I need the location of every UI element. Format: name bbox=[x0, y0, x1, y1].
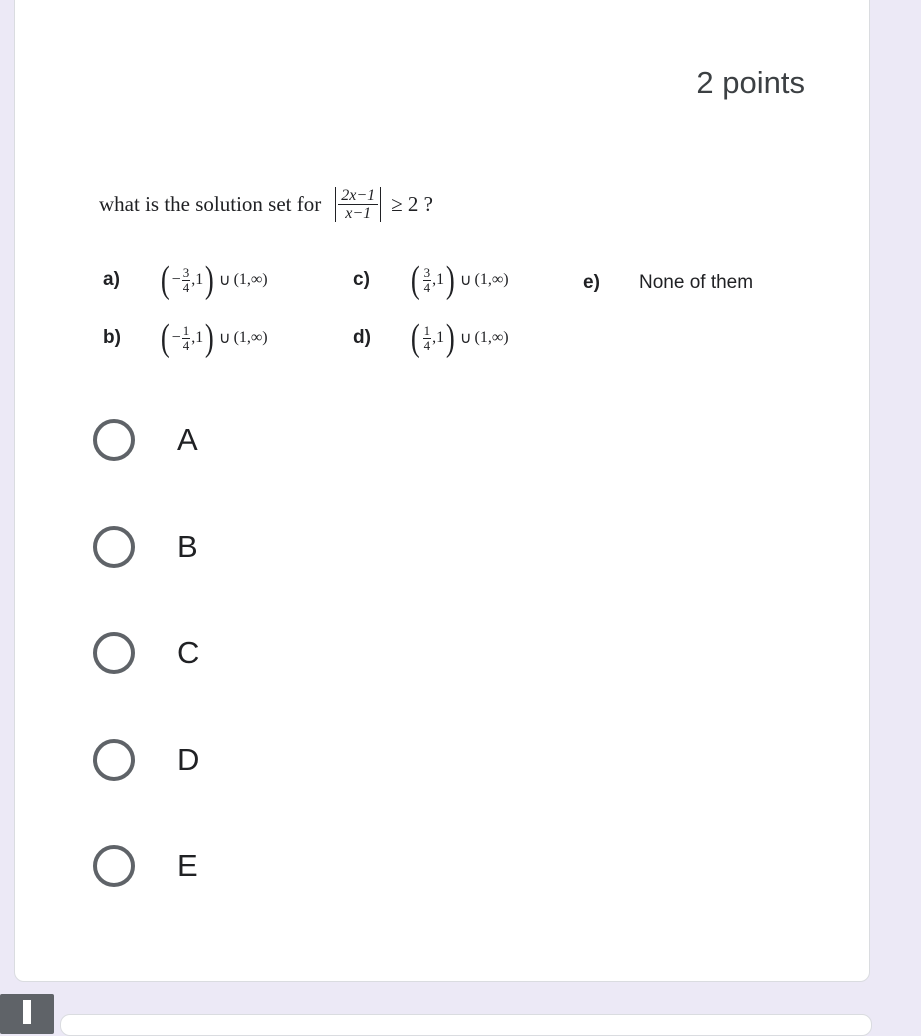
points-label: 2 points bbox=[696, 65, 805, 100]
radio-button-icon[interactable] bbox=[93, 419, 135, 461]
option-label: D bbox=[177, 742, 200, 777]
option-label: A bbox=[177, 422, 198, 457]
option-label: B bbox=[177, 529, 198, 564]
radio-button-icon[interactable] bbox=[93, 845, 135, 887]
choice-letter: d) bbox=[353, 327, 371, 348]
next-question-card bbox=[60, 1014, 872, 1036]
question-text bbox=[99, 187, 433, 222]
option-c[interactable] bbox=[93, 632, 199, 674]
question-card bbox=[14, 0, 870, 982]
choice-e bbox=[583, 272, 753, 294]
choice-text: None of them bbox=[639, 272, 754, 293]
option-d[interactable] bbox=[93, 739, 199, 781]
choice-d bbox=[353, 319, 509, 357]
option-a[interactable] bbox=[93, 419, 198, 461]
choice-expression: ( 1 4 ,1 ) ∪ (1,∞) bbox=[410, 317, 509, 359]
choice-letter: e) bbox=[583, 272, 600, 293]
radio-button-icon[interactable] bbox=[93, 526, 135, 568]
choice-letter: c) bbox=[353, 269, 370, 290]
choice-expression: ( − $\frac{3}{4}$ ,1 ) ∪ (1,∞) bbox=[160, 259, 268, 301]
choice-a bbox=[103, 261, 268, 299]
option-label: E bbox=[177, 848, 198, 883]
choice-b bbox=[103, 319, 268, 357]
absolute-value-fraction bbox=[333, 187, 383, 222]
choice-c bbox=[353, 261, 509, 299]
question-prompt: what is the solution set for bbox=[99, 192, 322, 216]
radio-button-icon[interactable] bbox=[93, 632, 135, 674]
fraction-numerator: 2x−1 bbox=[338, 187, 378, 205]
option-b[interactable] bbox=[93, 526, 198, 568]
inequality-text: ≥ 2 ? bbox=[391, 192, 433, 216]
fraction-denominator: x−1 bbox=[345, 205, 372, 222]
radio-button-icon[interactable] bbox=[93, 739, 135, 781]
choice-expression: ( 3 4 ,1 ) ∪ (1,∞) bbox=[410, 259, 509, 301]
choice-letter: b) bbox=[103, 327, 121, 348]
choice-letter: a) bbox=[103, 269, 120, 290]
option-e[interactable] bbox=[93, 845, 198, 887]
choice-expression: ( − $\frac{1}{4}$ ,1 ) ∪ (1,∞) bbox=[160, 317, 268, 359]
option-label: C bbox=[177, 635, 200, 670]
required-indicator-icon bbox=[0, 994, 54, 1034]
